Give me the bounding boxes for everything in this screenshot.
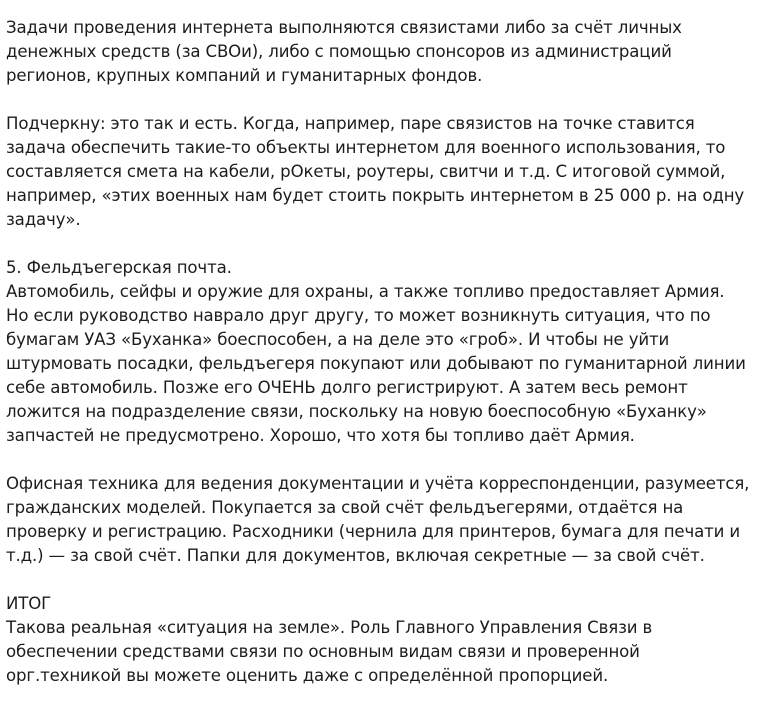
text-line: бумагам УАЗ «Буханка» боеспособен, а на деле это «гроб». И чтобы не уйти: [6, 330, 670, 349]
paragraph-internet-funding: [6, 16, 776, 88]
text-line: регионов, крупных компаний и гуманитарных фондов.: [6, 66, 483, 85]
text-line: например, «этих военных нам будет стоить покрыть интернетом в 25 000 р. на одну: [6, 186, 745, 205]
text-line: денежных средств (за СВОи), либо с помощью спонсоров из администраций: [6, 42, 672, 61]
text-line: Подчеркну: это так и есть. Когда, например, паре связистов на точке ставится: [6, 114, 695, 133]
text-line: ложится на подразделение связи, поскольку на новую боеспособную «Буханку»: [6, 402, 707, 421]
text-line: задачу».: [6, 210, 81, 229]
text-line: штурмовать посадки, фельдъегеря покупают или добывают по гуманитарной линии: [6, 354, 746, 373]
paragraph-estimate: [6, 112, 776, 232]
paragraph-summary: [6, 592, 776, 688]
paragraph-courier-mail: [6, 256, 776, 448]
section-heading: 5. Фельдъегерская почта.: [6, 258, 232, 277]
text-line: Такова реальная «ситуация на земле». Роль Главного Управления Связи в: [6, 618, 653, 637]
text-line: задача обеспечить такие-то объекты интернетом для военного использования, то: [6, 138, 726, 157]
text-line: орг.техникой вы можете оценить даже с определённой пропорцией.: [6, 666, 609, 685]
text-line: т.д.) — за свой счёт. Папки для документов, включая секретные — за свой счёт.: [6, 546, 705, 565]
text-line: себе автомобиль. Позже его ОЧЕНЬ долго регистрируют. А затем весь ремонт: [6, 378, 688, 397]
paragraph-office-equipment: [6, 472, 776, 568]
text-line: Автомобиль, сейфы и оружие для охраны, а также топливо предоставляет Армия.: [6, 282, 725, 301]
text-line: составляется смета на кабели, рОкеты, роутеры, свитчи и т.д. С итоговой суммой,: [6, 162, 726, 181]
text-line: проверку и регистрацию. Расходники (чернила для принтеров, бумага для печати и: [6, 522, 741, 541]
text-line: гражданских моделей. Покупается за свой счёт фельдъегерями, отдаётся на: [6, 498, 684, 517]
section-heading: ИТОГ: [6, 594, 52, 613]
text-line: обеспечении средствами связи по основным видам связи и проверенной: [6, 642, 640, 661]
text-line: Офисная техника для ведения документации и учёта корреспонденции, разумеется,: [6, 474, 750, 493]
text-line: Но если руководство наврало друг другу, то может возникнуть ситуация, что по: [6, 306, 711, 325]
text-line: Задачи проведения интернета выполняются связистами либо за счёт личных: [6, 18, 682, 37]
text-line: запчастей не предусмотрено. Хорошо, что хотя бы топливо даёт Армия.: [6, 426, 635, 445]
article-body: [6, 16, 776, 712]
